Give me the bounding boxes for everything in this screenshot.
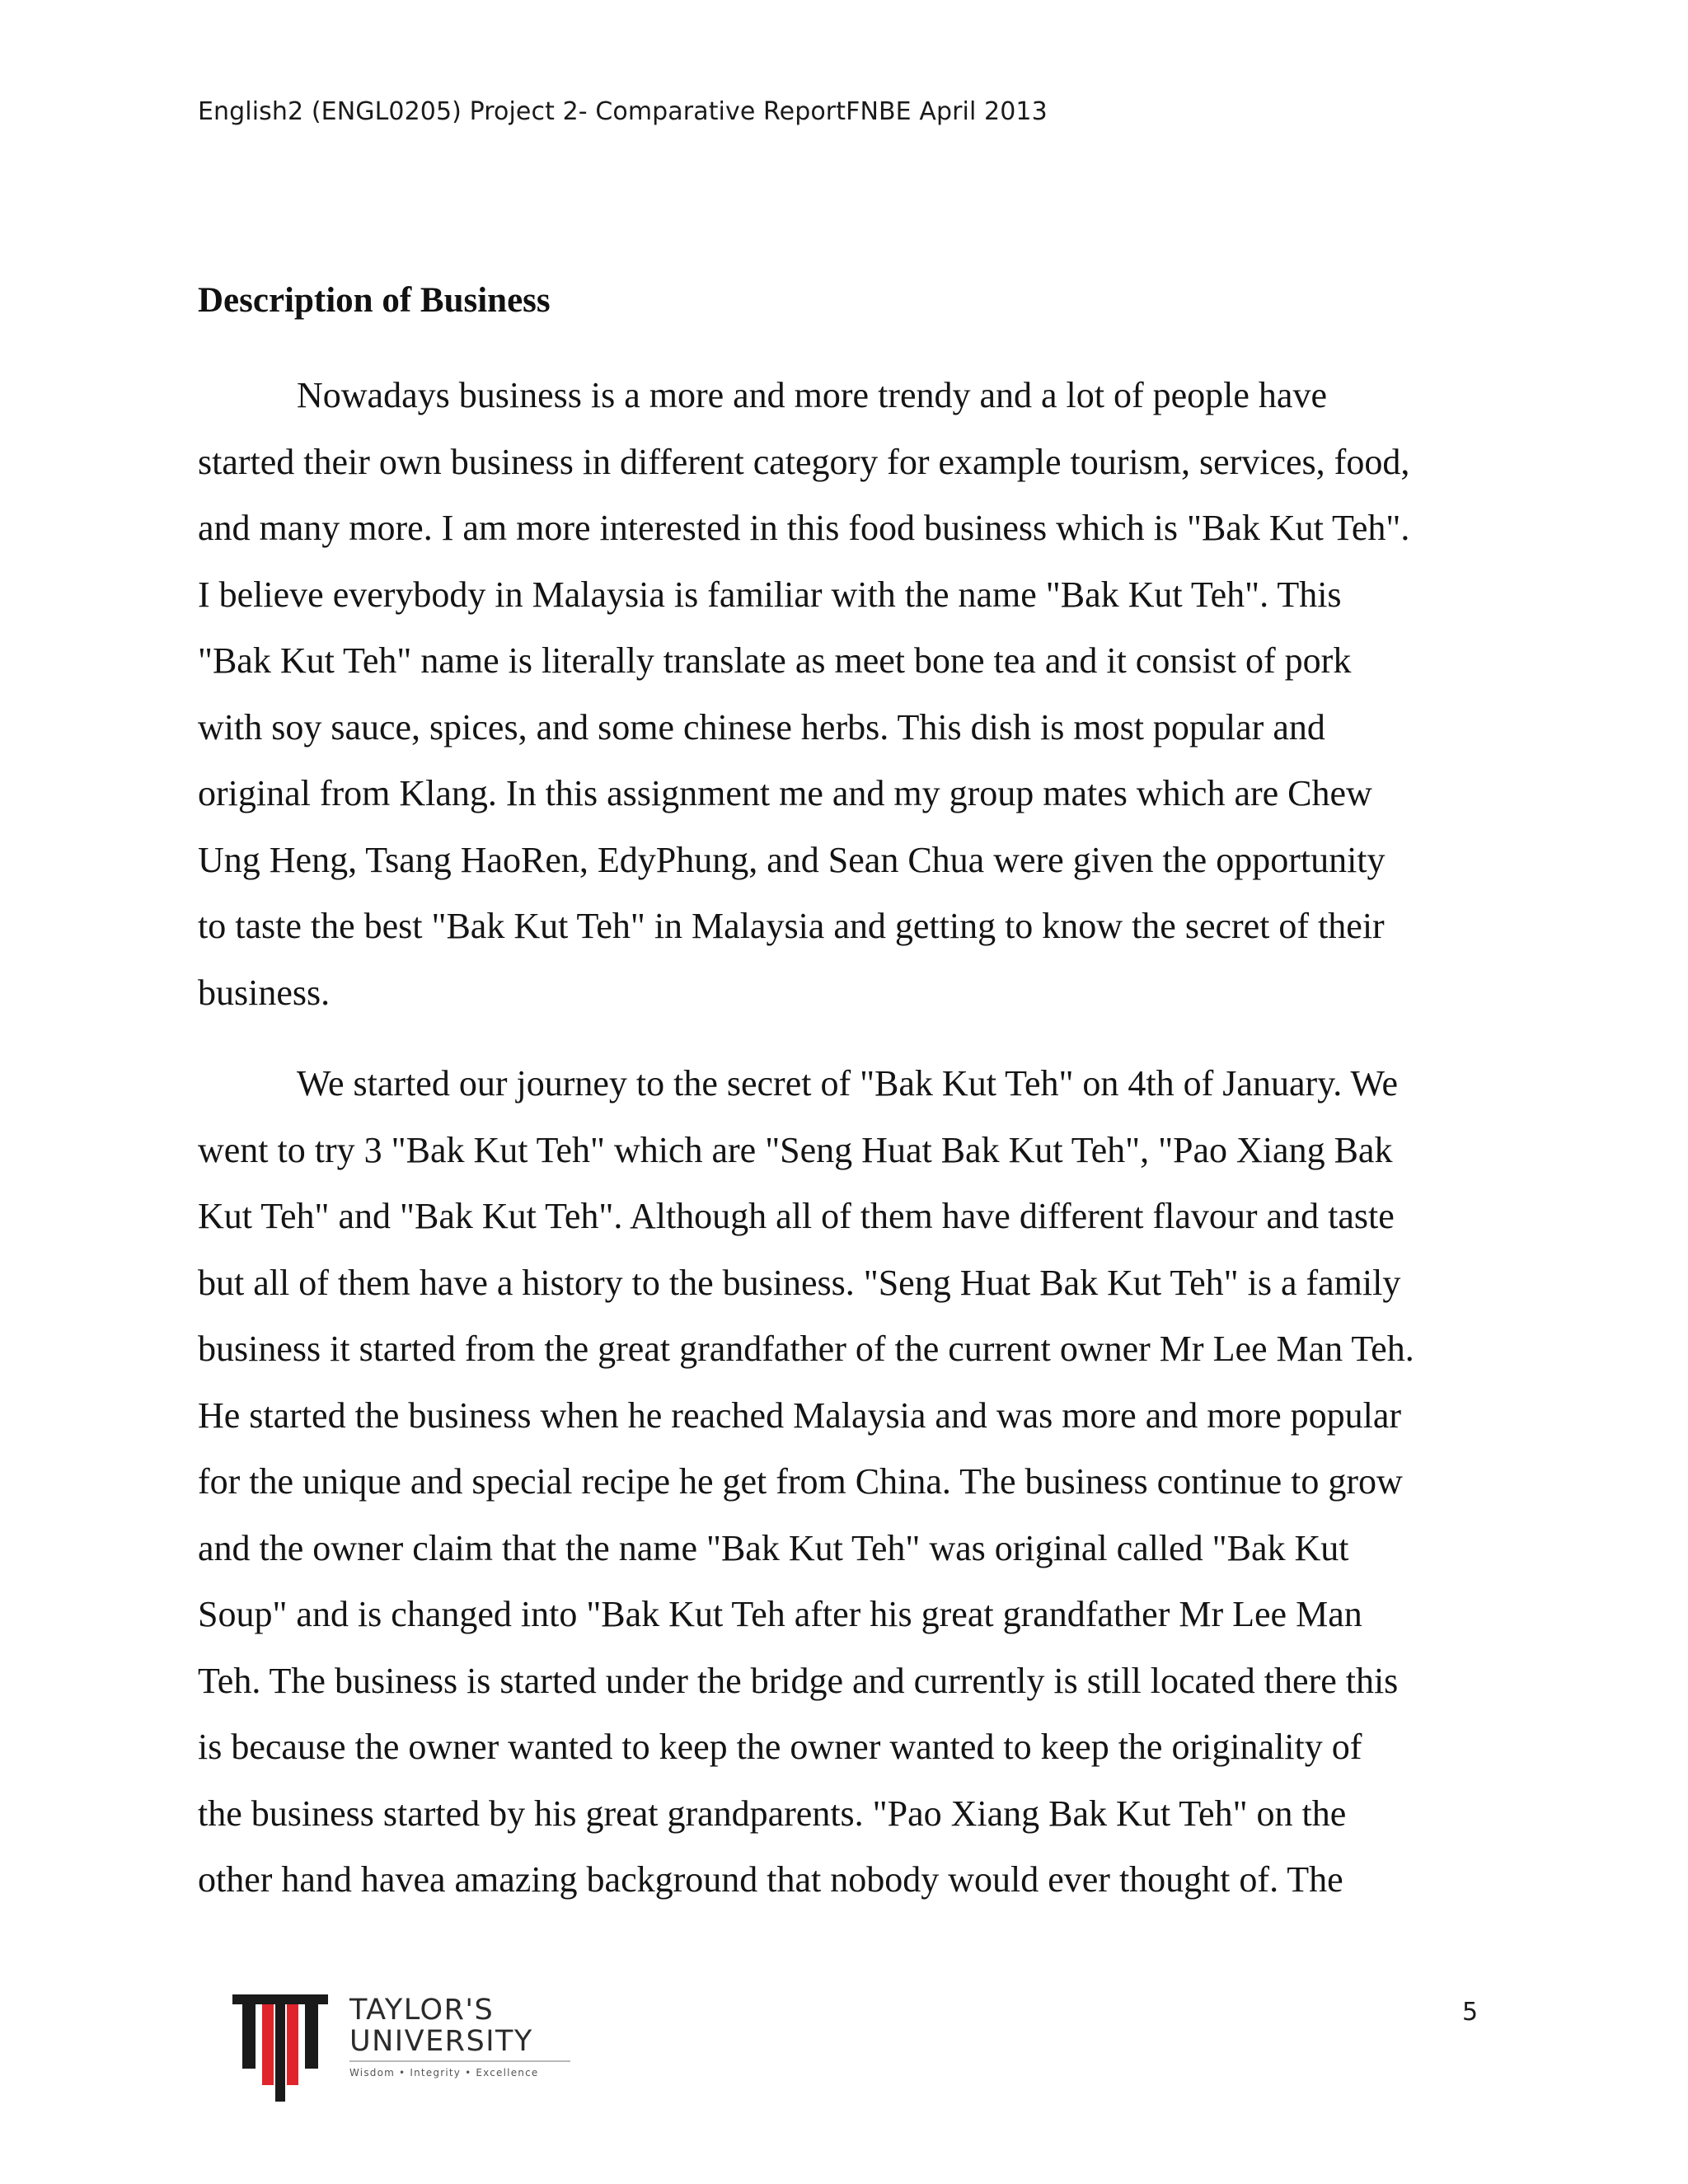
paragraph-line: went to try 3 "Bak Kut Teh" which are "Seng Huat Bak Kut Teh", "Pao Xiang Bak: [198, 1129, 1393, 1170]
paragraph-line: to taste the best "Bak Kut Teh" in Malaysia and getting to know the secret of their: [198, 906, 1385, 946]
paragraph-line: business.: [198, 972, 331, 1013]
logo-name-line1: TAYLOR'S: [349, 1994, 495, 2027]
taylors-crest-icon: [232, 1994, 328, 2102]
logo-name-line2: UNIVERSITY: [349, 2025, 533, 2058]
paragraph-line: Nowadays business is a more and more trendy and a lot of people have: [297, 375, 1327, 415]
paragraph-line: for the unique and special recipe he get from China. The business continue to grow: [198, 1461, 1403, 1502]
paragraph-line: and the owner claim that the name "Bak Kut Teh" was original called "Bak Kut: [198, 1527, 1349, 1568]
page-header: English2 (ENGL0205) Project 2- Comparative ReportFNBE April 2013: [198, 97, 1048, 126]
paragraph-line: Teh. The business is started under the bridge and currently is still located there this: [198, 1660, 1399, 1701]
paragraph-2: [198, 1051, 1500, 1914]
paragraph-line: "Bak Kut Teh" name is literally translate as meet bone tea and it consist of pork: [198, 640, 1352, 681]
paragraph-line: Kut Teh" and "Bak Kut Teh". Although all of them have different flavour and taste: [198, 1196, 1395, 1236]
logo-divider: [349, 2060, 570, 2062]
paragraph-line: other hand havea amazing background that nobody would ever thought of. The: [198, 1859, 1343, 1900]
paragraph-1: [198, 363, 1500, 1026]
paragraph-line: original from Klang. In this assignment me and my group mates which are Chew: [198, 773, 1372, 813]
paragraph-line: started their own business in different category for example tourism, services, food,: [198, 441, 1410, 482]
logo-tagline: Wisdom • Integrity • Excellence: [349, 2067, 539, 2079]
paragraph-line: We started our journey to the secret of "Bak Kut Teh" on 4th of January. We: [297, 1063, 1399, 1104]
section-heading: Description of Business: [198, 281, 551, 320]
paragraph-line: I believe everybody in Malaysia is familiar with the name "Bak Kut Teh". This: [198, 574, 1342, 615]
paragraph-line: Soup" and is changed into "Bak Kut Teh after his great grandfather Mr Lee Man: [198, 1594, 1362, 1634]
paragraph-line: business it started from the great grandfather of the current owner Mr Lee Man Teh.: [198, 1329, 1414, 1369]
paragraph-line: Ung Heng, Tsang HaoRen, EdyPhung, and Sean Chua were given the opportunity: [198, 839, 1386, 880]
paragraph-line: and many more. I am more interested in this food business which is "Bak Kut Teh".: [198, 508, 1410, 548]
page-number: 5: [1462, 1998, 1479, 2027]
paragraph-line: the business started by his great grandparents. "Pao Xiang Bak Kut Teh" on the: [198, 1793, 1347, 1834]
paragraph-line: but all of them have a history to the business. "Seng Huat Bak Kut Teh" is a family: [198, 1262, 1401, 1303]
paragraph-line: He started the business when he reached Malaysia and was more and more popular: [198, 1394, 1402, 1436]
paragraph-line: with soy sauce, spices, and some chinese herbs. This dish is most popular and: [198, 706, 1325, 748]
paragraph-line: is because the owner wanted to keep the owner wanted to keep the originality of: [198, 1727, 1362, 1767]
university-logo: [232, 1994, 595, 2102]
